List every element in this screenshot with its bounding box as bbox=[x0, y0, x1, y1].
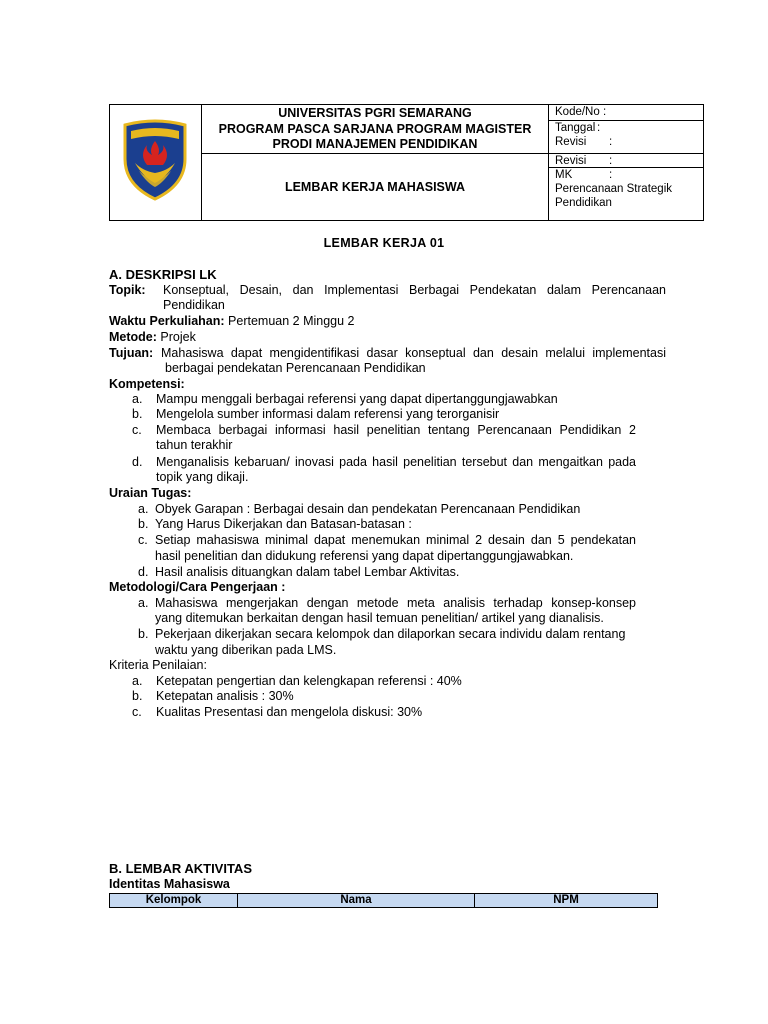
revisi-label-2: Revisi bbox=[555, 155, 587, 167]
kompetensi-d-line-1: Menganalisis kebaruan/ inovasi pada hasil penelitian tersebut dan mengaitkan pada bbox=[156, 455, 636, 469]
uraian-b-marker: b. bbox=[138, 517, 149, 531]
topik-line-1: Konseptual, Desain, dan Implementasi Berbagai Pendekatan dalam Perencanaan bbox=[163, 283, 666, 297]
tanggal-colon: : bbox=[597, 122, 601, 134]
metodologi-b-line-1: Pekerjaan dikerjakan secara kelompok dan dilaporkan secara individu dalam rentang bbox=[155, 627, 626, 641]
tujuan-line-1: Mahasiswa dapat mengidentifikasi dasar konseptual dan desain melalui implementasi bbox=[161, 346, 666, 360]
kriteria-c-line-1: Kualitas Presentasi dan mengelola diskusi: 30% bbox=[156, 705, 423, 719]
kriteria-b-line-1: Ketepatan analisis : 30% bbox=[156, 689, 294, 703]
worksheet-title: LEMBAR KERJA 01 bbox=[323, 236, 445, 250]
uraian-c-line-1: Setiap mahasiswa minimal dapat menemukan minimal 2 desain dan 5 pendekatan bbox=[155, 533, 636, 547]
identitas-table-header bbox=[109, 893, 658, 908]
metodologi-a-line-1: Mahasiswa mengerjakan dengan metode meta analisis terhadap konsep-konsep bbox=[155, 596, 636, 610]
kompetensi-c-line-1: Membaca berbagai informasi hasil penelitian tentang Perencanaan Pendidikan 2 bbox=[156, 423, 636, 437]
uraian-a-line-1: Obyek Garapan : Berbagai desain dan pendekatan Perencanaan Pendidikan bbox=[155, 502, 581, 516]
university-name: UNIVERSITAS PGRI SEMARANG bbox=[278, 106, 472, 120]
metode-label: Metode: bbox=[109, 330, 157, 344]
tujuan-row bbox=[109, 346, 153, 361]
revisi-colon-1: : bbox=[609, 136, 613, 148]
program-name: PROGRAM PASCA SARJANA PROGRAM MAGISTER bbox=[218, 121, 532, 136]
institution-block bbox=[202, 105, 548, 154]
kriteria-label: Kriteria Penilaian: bbox=[109, 658, 207, 672]
topik-line-2: Pendidikan bbox=[163, 298, 225, 312]
document-type bbox=[202, 154, 548, 220]
mk-value-line-1: Perencanaan Strategik bbox=[555, 183, 672, 195]
col-nama: Nama bbox=[238, 894, 475, 907]
revisi-label-1: Revisi bbox=[555, 136, 587, 148]
waktu-row bbox=[109, 314, 355, 329]
tujuan-label: Tujuan: bbox=[109, 346, 154, 360]
logo-cell bbox=[110, 105, 202, 220]
university-logo-icon bbox=[121, 119, 189, 201]
tanggal-row bbox=[549, 121, 703, 135]
revisi-colon-2: : bbox=[609, 155, 613, 167]
document-info-cell bbox=[549, 105, 703, 220]
metodologi-a-marker: a. bbox=[138, 596, 149, 610]
uraian-label: Uraian Tugas: bbox=[109, 486, 192, 500]
uraian-c-marker: c. bbox=[138, 533, 148, 547]
kode-label: Kode/No : bbox=[555, 106, 607, 118]
metodologi-b-line-2: waktu yang diberikan pada LMS. bbox=[155, 643, 337, 657]
topik-label: Topik: bbox=[109, 283, 146, 297]
header-title-cell bbox=[202, 105, 549, 220]
revisi-row-1 bbox=[549, 135, 703, 154]
prodi-name: PRODI MANAJEMEN PENDIDIKAN bbox=[272, 137, 478, 151]
kompetensi-d-line-2: topik yang dikaji. bbox=[156, 470, 249, 484]
uraian-b-line-1: Yang Harus Dikerjakan dan Batasan-batasan : bbox=[155, 517, 412, 531]
waktu-value: Pertemuan 2 Minggu 2 bbox=[228, 314, 355, 328]
kriteria-b-marker: b. bbox=[132, 689, 143, 703]
uraian-c-line-2: hasil penelitian dan didukung referensi yang dapat dipertanggungjawabkan. bbox=[155, 549, 574, 563]
col-npm: NPM bbox=[553, 894, 579, 906]
kriteria-a-marker: a. bbox=[132, 674, 143, 688]
kompetensi-c-marker: c. bbox=[132, 423, 142, 437]
kompetensi-a-line-1: Mampu menggali berbagai referensi yang dapat dipertanggungjawabkan bbox=[156, 392, 558, 406]
waktu-label: Waktu Perkuliahan: bbox=[109, 314, 225, 328]
identitas-subheading: Identitas Mahasiswa bbox=[109, 877, 230, 891]
mk-row bbox=[549, 168, 703, 182]
kompetensi-a-marker: a. bbox=[132, 392, 143, 406]
kompetensi-b-line-1: Mengelola sumber informasi dalam referensi yang terorganisir bbox=[156, 407, 500, 421]
kode-row bbox=[549, 105, 703, 121]
tujuan-line-2: berbagai pendekatan Perencanaan Pendidikan bbox=[165, 361, 426, 375]
kompetensi-b-marker: b. bbox=[132, 407, 143, 421]
kriteria-c-marker: c. bbox=[132, 705, 142, 719]
col-kelompok: Kelompok bbox=[110, 894, 238, 907]
mk-colon: : bbox=[609, 169, 613, 181]
revisi-row-2 bbox=[549, 154, 703, 168]
section-b-heading: B. LEMBAR AKTIVITAS bbox=[109, 861, 252, 876]
section-a-heading: A. DESKRIPSI LK bbox=[109, 267, 217, 282]
tanggal-label: Tanggal bbox=[555, 122, 596, 134]
kriteria-a-line-1: Ketepatan pengertian dan kelengkapan referensi : 40% bbox=[156, 674, 462, 688]
document-header-table bbox=[109, 104, 704, 221]
kompetensi-label: Kompetensi: bbox=[109, 377, 185, 391]
uraian-a-marker: a. bbox=[138, 502, 149, 516]
metode-value: Projek bbox=[160, 330, 196, 344]
document-type-label: LEMBAR KERJA MAHASISWA bbox=[284, 180, 466, 194]
kompetensi-c-line-2: tahun terakhir bbox=[156, 438, 233, 452]
metodologi-b-marker: b. bbox=[138, 627, 149, 641]
metode-row bbox=[109, 330, 196, 345]
topik-row bbox=[109, 283, 146, 298]
metodologi-a-line-2: yang ditemukan berkaitan dengan hasil temuan penelitian/ artikel yang dianalisis. bbox=[155, 611, 604, 625]
mk-label: MK bbox=[555, 169, 573, 181]
uraian-d-marker: d. bbox=[138, 565, 149, 579]
mk-value-line-2: Pendidikan bbox=[555, 197, 612, 209]
uraian-d-line-1: Hasil analisis dituangkan dalam tabel Lembar Aktivitas. bbox=[155, 565, 460, 579]
kompetensi-d-marker: d. bbox=[132, 455, 143, 469]
metodologi-label: Metodologi/Cara Pengerjaan : bbox=[109, 580, 286, 594]
